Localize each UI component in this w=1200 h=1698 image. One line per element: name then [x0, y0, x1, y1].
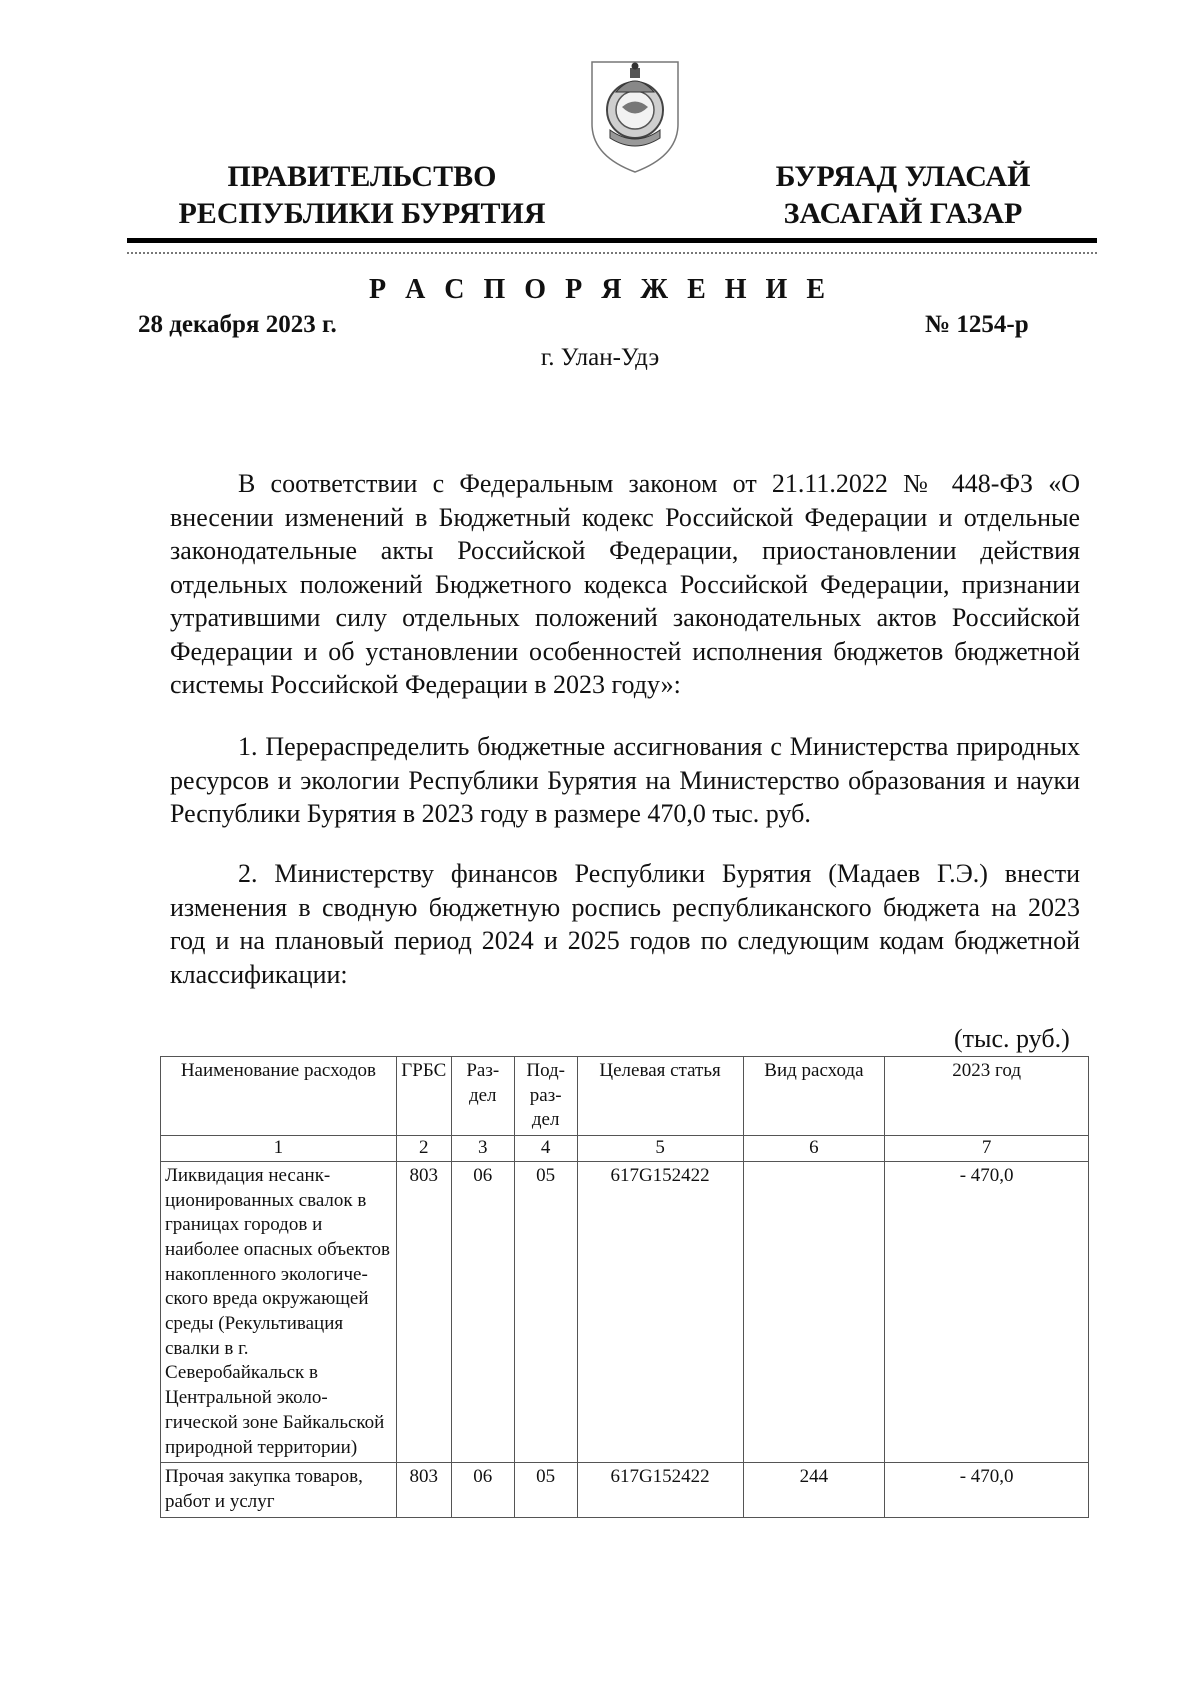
header-right-org: [760, 158, 1046, 232]
document-title: Р А С П О Р Я Ж Е Н И Е: [368, 274, 832, 305]
cell-podrazdel: 05: [514, 1463, 577, 1517]
cell-razdel: 06: [451, 1463, 514, 1517]
header-left-line1: ПРАВИТЕЛЬСТВО: [227, 160, 497, 193]
col-header-target: Целевая статья: [577, 1057, 743, 1136]
col-number: 3: [451, 1136, 514, 1162]
document-city: г. Улан-Удэ: [540, 344, 660, 371]
cell-target: 617G152422: [577, 1161, 743, 1462]
col-header-vid: Вид расхода: [743, 1057, 885, 1136]
header-left-org: [172, 158, 552, 232]
table-row: [161, 1463, 1089, 1517]
col-header-name: Наименование расходов: [161, 1057, 397, 1136]
header-left-line2: РЕСПУБЛИКИ БУРЯТИЯ: [178, 197, 546, 230]
col-number: 4: [514, 1136, 577, 1162]
cell-razdel: 06: [451, 1161, 514, 1462]
col-number: 1: [161, 1136, 397, 1162]
col-number: 2: [396, 1136, 451, 1162]
cell-grbs: 803: [396, 1161, 451, 1462]
header-divider-thin: [127, 252, 1097, 254]
table-row: [161, 1161, 1089, 1462]
cell-target: 617G152422: [577, 1463, 743, 1517]
col-number: 6: [743, 1136, 885, 1162]
col-header-year: 2023 год: [885, 1057, 1089, 1136]
col-header-grbs: ГРБС: [396, 1057, 451, 1136]
coat-of-arms-emblem: [586, 52, 684, 178]
col-header-razdel: Раз-дел: [451, 1057, 514, 1136]
table-units: (тыс. руб.): [954, 1024, 1070, 1053]
col-header-podrazdel: Под-раз-дел: [514, 1057, 577, 1136]
cell-grbs: 803: [396, 1463, 451, 1517]
header-divider-thick: [127, 238, 1097, 243]
document-date: 28 декабря 2023 г.: [138, 311, 337, 338]
document-number: № 1254-р: [925, 311, 1029, 338]
cell-name: Прочая закупка товаров, работ и услуг: [161, 1463, 397, 1517]
cell-name: Ликвидация несанкционированных свалок в границах городов и наиболее опасных объектов накопленного экологического вреда окружающей среды (Рекультивация свалки в г. Северобайкальск в Центральной экологической зоне Байкальской природной территории): [161, 1161, 397, 1462]
header-right-line1: БУРЯАД УЛАСАЙ: [775, 160, 1031, 193]
header-right-line2: ЗАСАГАЙ ГАЗАР: [783, 197, 1023, 230]
table-header-row: [161, 1057, 1089, 1136]
budget-table: [160, 1056, 1089, 1518]
cell-amount: - 470,0: [885, 1161, 1089, 1462]
cell-amount: - 470,0: [885, 1463, 1089, 1517]
cell-podrazdel: 05: [514, 1161, 577, 1462]
item-2-paragraph: 2. Министерству финансов Республики Бурятия (Мадаев Г.Э.) внести изменения в сводную бюджетную роспись республиканского бюджета на 2023 год и на плановый период 2024 и 2025 годов по следующим кодам бюджетной классификации:: [170, 859, 1080, 989]
col-number: 5: [577, 1136, 743, 1162]
cell-vid: [743, 1161, 885, 1462]
table-column-numbers-row: [161, 1136, 1089, 1162]
preamble-paragraph: В соответствии с Федеральным законом от 21.11.2022 № 448-ФЗ «О внесении изменений в Бюджетный кодекс Российской Федерации и отдельные законодательные акты Российской Федерации, приостановлении действия отдельных положений Бюджетного кодекса Российской Федерации, признании утратившими силу отдельных положений законодательных актов Российской Федерации и об установлении особенностей исполнения бюджетов бюджетной системы Российской Федерации в 2023 году»:: [170, 469, 1080, 699]
col-number: 7: [885, 1136, 1089, 1162]
item-1-paragraph: 1. Перераспределить бюджетные ассигнования с Министерства природных ресурсов и экологии Республики Бурятия на Министерство образования и науки Республики Бурятия в 2023 году в размере 470,0 тыс. руб.: [170, 732, 1080, 828]
cell-vid: 244: [743, 1463, 885, 1517]
